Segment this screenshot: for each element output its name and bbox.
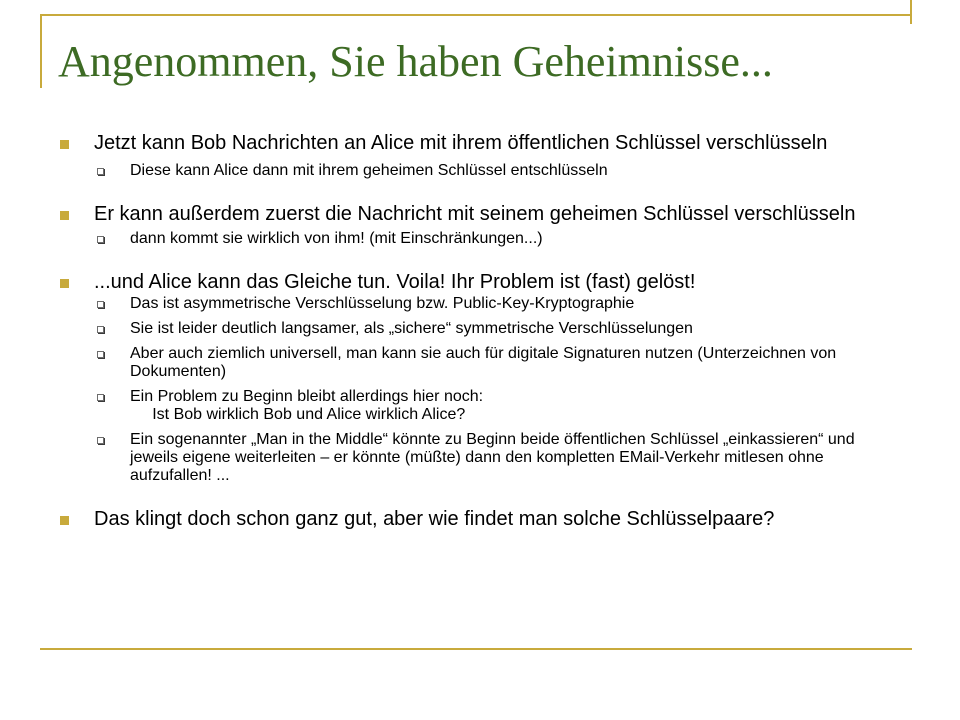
sub-bullet-text: Sie ist leider deutlich langsamer, als „sichere“ symmetrische Verschlüsselungen [130,320,693,337]
bullet-item [60,508,900,530]
right-accent-rule [910,0,912,24]
sub-bullet-item [60,162,900,180]
bullet-text: Das klingt doch schon ganz gut, aber wie findet man solche Schlüsselpaare? [94,508,775,530]
sub-bullet-item [60,320,900,338]
square-bullet-icon [60,279,69,288]
hollow-square-bullet-icon [97,236,104,243]
bullet-item [60,132,900,154]
bottom-rule [40,648,912,650]
square-bullet-icon [60,140,69,149]
bullet-item [60,203,900,225]
bullet-text: Jetzt kann Bob Nachrichten an Alice mit ihrem öffentlichen Schlüssel verschlüsseln [94,132,828,154]
top-rule [40,14,912,16]
sub-bullet-item [60,295,900,313]
left-accent-rule [40,14,42,88]
sub-bullet-text: Aber auch ziemlich universell, man kann sie auch für digitale Signaturen nutzen (Unterzeichnen von Dokumenten) [130,345,837,380]
slide-title: Angenommen, Sie haben Geheimnisse... [58,37,773,86]
sub-bullet-item [60,230,900,248]
sub-bullet-text: dann kommt sie wirklich von ihm! (mit Einschränkungen...) [130,230,543,247]
hollow-square-bullet-icon [97,394,104,401]
bullet-text: Er kann außerdem zuerst die Nachricht mit seinem geheimen Schlüssel verschlüsseln [94,203,856,225]
hollow-square-bullet-icon [97,301,104,308]
hollow-square-bullet-icon [97,437,104,444]
bullet-text: ...und Alice kann das Gleiche tun. Voila! Ihr Problem ist (fast) gelöst! [94,271,696,293]
hollow-square-bullet-icon [97,326,104,333]
sub-bullet-text: Ein Problem zu Beginn bleibt allerdings hier noch: Ist Bob wirklich Bob und Alice wirklich Alice? [130,388,484,423]
sub-bullet-item [60,345,900,381]
sub-bullet-item [60,431,900,485]
hollow-square-bullet-icon [97,351,104,358]
square-bullet-icon [60,516,69,525]
square-bullet-icon [60,211,69,220]
slide-content [60,132,900,530]
hollow-square-bullet-icon [97,168,104,175]
bullet-item [60,271,900,293]
sub-bullet-text: Ein sogenannter „Man in the Middle“ könnte zu Beginn beide öffentlichen Schlüssel „einkassieren“ und jeweils eigene weiterleiten – er könnte (müßte) dann den kompletten EMail-Verkehr mitlesen ohne aufzufallen! ... [130,431,855,484]
sub-bullet-item [60,388,900,424]
sub-bullet-text: Diese kann Alice dann mit ihrem geheimen Schlüssel entschlüsseln [130,162,608,179]
sub-bullet-text: Das ist asymmetrische Verschlüsselung bzw. Public-Key-Kryptographie [130,295,635,312]
